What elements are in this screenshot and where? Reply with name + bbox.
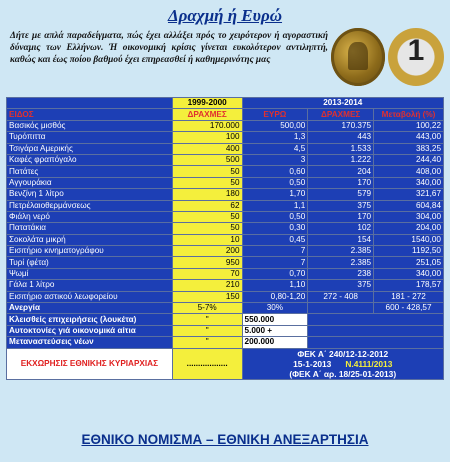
euro-cell: 30% [242, 303, 308, 314]
table-row [7, 257, 444, 268]
drachmes-1999-cell: 50 [172, 223, 242, 234]
table-row [7, 154, 444, 165]
table-row [7, 211, 444, 222]
drachmes-1999-cell: 210 [172, 280, 242, 291]
sovereignty-label: ΕΚΧΩΡΗΣΙΣ ΕΘΝΙΚΗΣ ΚΥΡΙΑΡΧΙΑΣ [7, 348, 173, 379]
change-percent-cell: 340,00 [374, 177, 444, 188]
drachmes-2013-header: ΔΡΑΧΜΕΣ [308, 109, 374, 120]
statistic-name-cell: Μεταναστεύσεις νέων [7, 337, 173, 348]
statistic-name-cell: Κλεισθείς επιχειρήσεις (λουκέτα) [7, 314, 173, 325]
euro-coin-image [388, 28, 444, 86]
ditto-cell: " [172, 314, 242, 325]
drachmes-2013-cell: 272 - 408 [308, 291, 374, 302]
drachmes-1999-cell: 70 [172, 268, 242, 279]
ditto-cell: " [172, 325, 242, 336]
table-row [7, 303, 444, 314]
change-column-header: Μεταβολή (%) [374, 109, 444, 120]
item-name-cell: Γάλα 1 λίτρο [7, 280, 173, 291]
table-row [7, 200, 444, 211]
drachmes-1999-cell: 10 [172, 234, 242, 245]
drachmes-2013-cell: 375 [308, 280, 374, 291]
drachmes-2013-cell: 154 [308, 234, 374, 245]
euro-coin-value: 1 [407, 34, 425, 67]
table-row [7, 268, 444, 279]
euro-cell: 0,50 [242, 177, 308, 188]
drachmes-1999-cell: 200 [172, 246, 242, 257]
item-name-cell: Εισιτήριο αστικού λεωφορείου [7, 291, 173, 302]
drachmes-1999-cell: 150 [172, 291, 242, 302]
drachmes-2013-cell: 1.533 [308, 143, 374, 154]
statistic-value-cell: 5.000 + [242, 325, 308, 336]
table-row [7, 223, 444, 234]
drachmes-1999-cell: 62 [172, 200, 242, 211]
table-row [7, 189, 444, 200]
euro-column-header: ΕΥΡΩ [242, 109, 308, 120]
item-name-cell: Τυρόπιττα [7, 132, 173, 143]
drachmes-1999-cell: 100 [172, 132, 242, 143]
item-name-cell: Καφές φραπόγαλο [7, 154, 173, 165]
euro-cell: 0,45 [242, 234, 308, 245]
drachmes-1999-cell: 170.000 [172, 120, 242, 131]
drachmes-2013-cell: 102 [308, 223, 374, 234]
change-percent-cell: 181 - 272 [374, 291, 444, 302]
drachmes-1999-cell: 500 [172, 154, 242, 165]
intro-text: Δήτε με απλά παραδείγματα, πώς έχει αλλάξει πρός το χειρότερον ή αγοραστική δύναμις των Ελλήνων. Ή οικονομική κρίσις γίνεται ευκολότερον αντιληπτή, καθώς και έως ποίου βαθμού έχει επηρεασθεί ή καθημερινότης μας [10, 31, 328, 65]
item-name-cell: Πατατάκια [7, 223, 173, 234]
euro-cell: 0,30 [242, 223, 308, 234]
empty-cell [308, 337, 444, 348]
footer-slogan: ΕΘΝΙΚΟ ΝΟΜΙΣΜΑ – ΕΘΝΙΚΗ ΑΝΕΞΑΡΤΗΣΙΑ [81, 432, 369, 447]
item-name-cell: Σοκολάτα μικρή [7, 234, 173, 245]
drachma-coin-image [331, 28, 385, 86]
item-name-cell: Φιάλη νερό [7, 211, 173, 222]
euro-cell: 1,70 [242, 189, 308, 200]
item-name-cell: Πετρέλαιοθερμάνσεως [7, 200, 173, 211]
item-name-cell: Βενζίνη 1 λίτρο [7, 189, 173, 200]
euro-cell: 0,60 [242, 166, 308, 177]
statistic-value-cell: 550.000 [242, 314, 308, 325]
drachmes-1999-cell: 50 [172, 211, 242, 222]
change-percent-cell: 443,00 [374, 132, 444, 143]
change-percent-cell: 304,00 [374, 211, 444, 222]
drachmes-2013-cell: 2.385 [308, 257, 374, 268]
item-name-cell: Ανεργία [7, 303, 173, 314]
change-percent-cell: 178,57 [374, 280, 444, 291]
drachmes-2013-cell: 170.375 [308, 120, 374, 131]
drachmes-1999-header: ΔΡΑΧΜΕΣ [172, 109, 242, 120]
item-name-cell: Βασικός μισθός [7, 120, 173, 131]
drachmes-2013-cell: 2.385 [308, 246, 374, 257]
fek-reference [242, 348, 443, 379]
table-row [7, 337, 444, 348]
drachmes-2013-cell: 204 [308, 166, 374, 177]
year-header-row [7, 98, 444, 109]
table-row [7, 166, 444, 177]
euro-cell: 500,00 [242, 120, 308, 131]
drachmes-1999-cell: 950 [172, 257, 242, 268]
drachmes-1999-cell: 5-7% [172, 303, 242, 314]
change-percent-cell: 604,84 [374, 200, 444, 211]
fek-line-3: (ΦΕΚ Α΄ αρ. 18/25-01-2013) [289, 368, 397, 379]
table-row [7, 325, 444, 336]
item-name-cell: Πατάτες [7, 166, 173, 177]
drachmes-2013-cell: 1.222 [308, 154, 374, 165]
drachmes-2013-cell: 170 [308, 211, 374, 222]
table-row [7, 177, 444, 188]
euro-cell: 1,1 [242, 200, 308, 211]
law-number: Ν.4111/2013 [345, 358, 393, 369]
table-row [7, 120, 444, 131]
change-percent-cell: 600 - 428,57 [374, 303, 444, 314]
drachmes-1999-cell: 180 [172, 189, 242, 200]
page-title: Δραχμή ή Ευρώ [167, 6, 283, 25]
change-percent-cell: 321,67 [374, 189, 444, 200]
price-comparison-table [6, 97, 444, 380]
statistic-name-cell: Αυτοκτονίες γιά οικονομικά αίτια [7, 325, 173, 336]
drachmes-2013-cell: 443 [308, 132, 374, 143]
year-1999-header: 1999-2000 [172, 98, 242, 109]
table-row [7, 143, 444, 154]
change-percent-cell: 1540,00 [374, 234, 444, 245]
change-percent-cell: 100,22 [374, 120, 444, 131]
change-percent-cell: 408,00 [374, 166, 444, 177]
euro-cell: 0,80-1,20 [242, 291, 308, 302]
euro-cell: 4,5 [242, 143, 308, 154]
drachmes-2013-cell: 579 [308, 189, 374, 200]
item-name-cell: Αγγουράκια [7, 177, 173, 188]
statistic-value-cell: 200.000 [242, 337, 308, 348]
change-percent-cell: 204,00 [374, 223, 444, 234]
drachmes-2013-cell [308, 303, 374, 314]
table-row [7, 234, 444, 245]
table-row [7, 280, 444, 291]
table-row [7, 291, 444, 302]
ditto-cell: " [172, 337, 242, 348]
year-2013-header: 2013-2014 [242, 98, 443, 109]
table-row [7, 132, 444, 143]
drachmes-2013-cell: 170 [308, 177, 374, 188]
euro-cell: 3 [242, 154, 308, 165]
euro-cell: 1,10 [242, 280, 308, 291]
change-percent-cell: 244,40 [374, 154, 444, 165]
fek-line-1: ΦΕΚ Α΄ 240/12-12-2012 [297, 348, 389, 359]
fek-line-2 [245, 359, 441, 369]
drachmes-2013-cell: 238 [308, 268, 374, 279]
drachmes-1999-cell: 50 [172, 177, 242, 188]
drachmes-1999-cell: 50 [172, 166, 242, 177]
euro-cell: 7 [242, 246, 308, 257]
euro-cell: 1,3 [242, 132, 308, 143]
change-percent-cell: 251,05 [374, 257, 444, 268]
table-row [7, 314, 444, 325]
item-name-cell: Τυρί (φέτα) [7, 257, 173, 268]
empty-cell [308, 314, 444, 325]
change-percent-cell: 383,25 [374, 143, 444, 154]
empty-header-cell [7, 98, 173, 109]
change-percent-cell: 340,00 [374, 268, 444, 279]
empty-cell [308, 325, 444, 336]
item-name-cell: Εισιτήριο κινηματογράφου [7, 246, 173, 257]
column-header-row [7, 109, 444, 120]
drachmes-2013-cell: 375 [308, 200, 374, 211]
table-row [7, 246, 444, 257]
item-column-header: ΕΙΔΟΣ [7, 109, 173, 120]
fek-date: 15-1-2013 [293, 358, 332, 369]
item-name-cell: Ψωμί [7, 268, 173, 279]
drachmes-1999-cell: 400 [172, 143, 242, 154]
change-percent-cell: 1192,50 [374, 246, 444, 257]
euro-cell: 7 [242, 257, 308, 268]
sovereignty-dots: .................. [172, 348, 242, 379]
euro-cell: 0,50 [242, 211, 308, 222]
item-name-cell: Τσιγάρα Αμερικής [7, 143, 173, 154]
euro-cell: 0,70 [242, 268, 308, 279]
